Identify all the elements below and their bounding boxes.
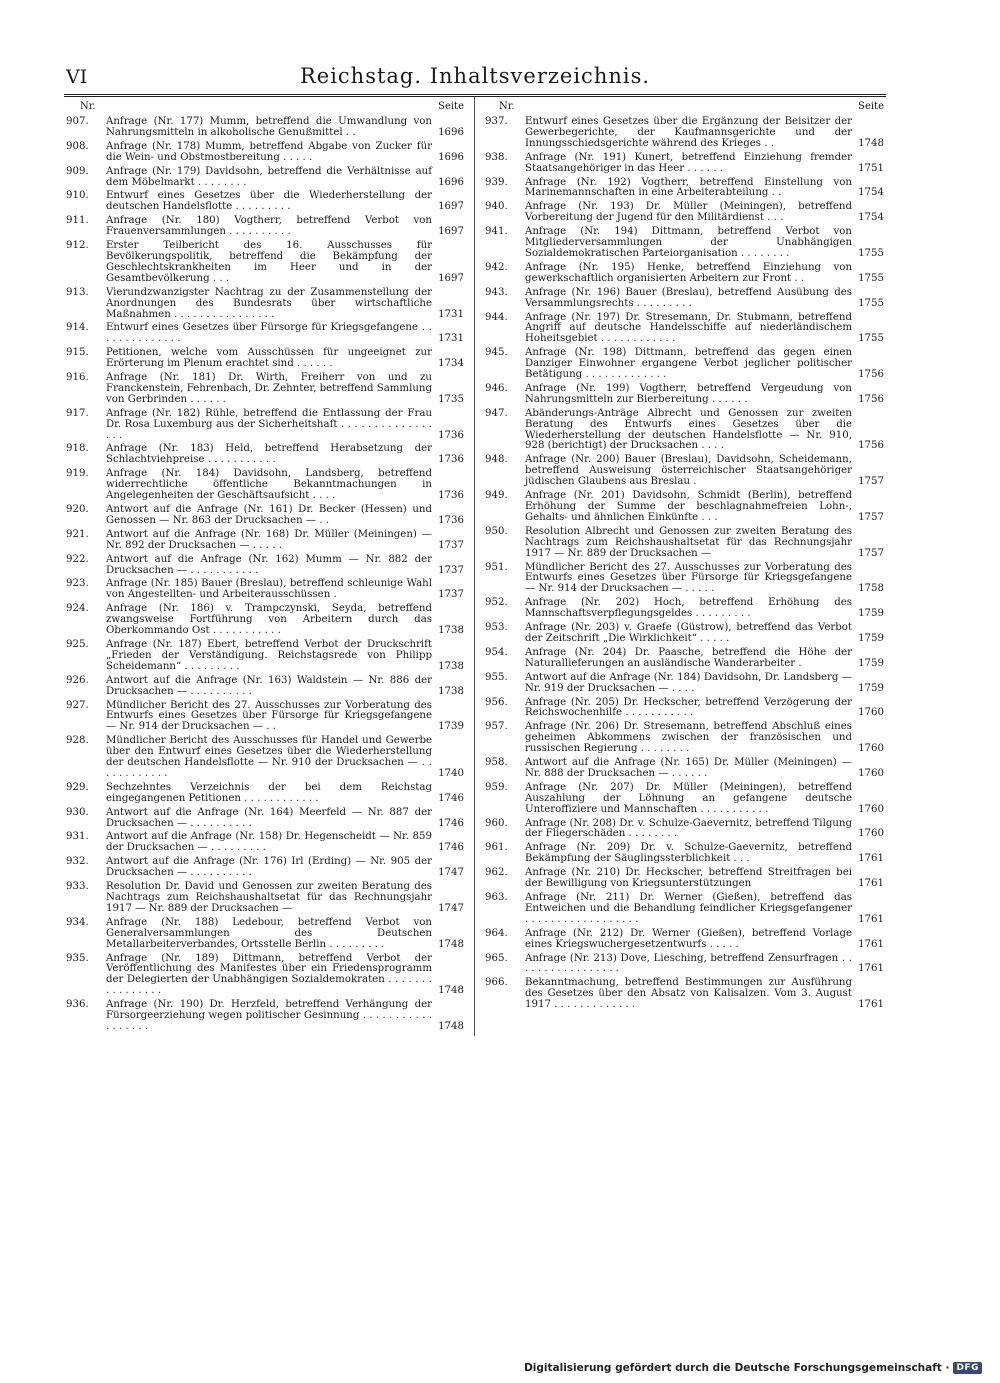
entry-page: 1738 [438, 660, 464, 672]
entry-text: Anfrage (Nr. 194) Dittmann, betreffend Verbot von Mitgliederversammlungen der Unabhängigen Sozialdemokratischen Parteiorganisation . . . . . . . . [525, 226, 852, 259]
entry-number: 929. [66, 781, 89, 793]
toc-entry [66, 832, 464, 857]
seite-label: Seite [858, 101, 884, 112]
entry-number: 965. [485, 952, 508, 964]
entry-text: Anfrage (Nr. 190) Dr. Herzfeld, betreffend Verhängung der Fürsorgeerziehung wegen politischer Gesinnung . . . . . . . . . . . . . . . . . . [106, 999, 432, 1032]
entry-number: 964. [485, 927, 508, 939]
entry-number: 923. [66, 578, 89, 590]
entry-text: Anfrage (Nr. 213) Dove, Liesching, betreffend Zensurfragen . . . . . . . . . . . . . . . . . [525, 952, 852, 975]
entry-page: 1761 [858, 938, 884, 950]
toc-entry [66, 555, 464, 580]
entry-number: 917. [66, 407, 89, 419]
toc-entry [66, 701, 464, 737]
entry-page: 1748 [438, 985, 464, 997]
entry-page: 1746 [438, 817, 464, 829]
page-number: VI [66, 66, 88, 88]
entry-page: 1759 [858, 682, 884, 694]
entry-page: 1755 [858, 247, 884, 259]
entry-page: 1696 [438, 151, 464, 163]
entry-number: 922. [66, 553, 89, 565]
entry-page: 1757 [858, 511, 884, 523]
toc-entry [485, 202, 884, 227]
entry-number: 958. [485, 757, 508, 769]
entry-number: 915. [66, 347, 89, 359]
toc-entry [66, 918, 464, 954]
entry-text: Anfrage (Nr. 187) Ebert, betreffend Verbot der Druckschrift „Frieden der Verständigung. Reichstagsrede von Philipp Scheidemann“ . . . . . . . . . [106, 638, 432, 672]
entry-text: Anfrage (Nr. 199) Vogtherr, betreffend Vergeudung von Nahrungsmitteln zur Bierbereitung . . . . . . [525, 382, 852, 405]
toc-entry [66, 579, 464, 604]
entry-number: 928. [66, 735, 89, 747]
entry-text: Anfrage (Nr. 193) Dr. Müller (Meiningen), betreffend Vorbereitung der Jugend für den Militärdienst . . . [525, 201, 852, 224]
entry-number: 966. [485, 977, 508, 989]
toc-entry [485, 153, 884, 178]
entry-number: 953. [485, 622, 508, 634]
entry-text: Anfrage (Nr. 196) Bauer (Breslau), betreffend Ausübung des Versammlungsrechts . . . . . . . . . [525, 286, 852, 309]
entry-number: 947. [485, 407, 508, 419]
entry-text: Mündlicher Bericht des Ausschusses für Handel und Gewerbe über den Entwurf eines Gesetzes über die Wiederherstellung der deutschen Handelsflotte — Nr. 910 der Drucksachen — . . . . . . . . . . . . [106, 735, 432, 779]
entry-page: 1755 [858, 333, 884, 345]
toc-columns [64, 97, 886, 1036]
entry-page: 1759 [858, 608, 884, 620]
toc-entry [66, 191, 464, 216]
entry-page: 1697 [438, 272, 464, 284]
entry-number: 943. [485, 286, 508, 298]
seite-label: Seite [438, 101, 464, 112]
entry-number: 950. [485, 525, 508, 537]
toc-entry [485, 648, 884, 673]
entry-number: 916. [66, 372, 89, 384]
entry-text: Anfrage (Nr. 189) Dittmann, betreffend Verbot der Veröffentlichung des Manifestes über ein Friedensprogramm der Delegierten der Unabhängigen Sozialdemokraten . . . . . . . . . . . . . . . . [106, 952, 432, 997]
page-header [64, 58, 886, 94]
entry-number: 919. [66, 468, 89, 480]
entry-number: 939. [485, 176, 508, 188]
toc-entry [485, 527, 884, 563]
entry-number: 913. [66, 286, 89, 298]
toc-entry [485, 263, 884, 288]
entry-page: 1760 [858, 767, 884, 779]
entry-page: 1757 [858, 476, 884, 488]
entry-page: 1736 [438, 429, 464, 441]
toc-entry [66, 167, 464, 192]
toc-entry [485, 563, 884, 599]
entry-page: 1747 [438, 867, 464, 879]
entry-page: 1751 [858, 162, 884, 174]
entry-number: 918. [66, 443, 89, 455]
entry-page: 1736 [438, 490, 464, 502]
toc-entry [66, 117, 464, 142]
entry-number: 911. [66, 215, 89, 227]
entry-page: 1756 [858, 369, 884, 381]
entry-text: Antwort auf die Anfrage (Nr. 163) Waldstein — Nr. 886 der Drucksachen — . . . . . . . . . . [106, 674, 432, 697]
entry-text: Antwort auf die Anfrage (Nr. 162) Mumm — Nr. 882 der Drucksachen — . . . . . . . . . . . [106, 553, 432, 576]
entry-page: 1748 [858, 137, 884, 149]
right-column-header [485, 101, 884, 115]
entry-text: Anfrage (Nr. 198) Dittmann, betreffend das gegen einen Danziger Einwohner ergangene Verbot jeglicher politischer Betätigung . . . . . . . . . . . . . [525, 347, 852, 381]
entry-text: Antwort auf die Anfrage (Nr. 161) Dr. Becker (Hessen) und Genossen — Nr. 863 der Drucksachen — . . [106, 504, 432, 526]
entry-number: 932. [66, 856, 89, 868]
entry-number: 946. [485, 382, 508, 394]
entry-text: Antwort auf die Anfrage (Nr. 184) Davidsohn, Dr. Landsberg — Nr. 919 der Drucksachen — . . . . [525, 671, 852, 694]
entry-number: 954. [485, 646, 508, 658]
entry-number: 952. [485, 597, 508, 609]
toc-entry [66, 783, 464, 808]
entry-number: 955. [485, 671, 508, 683]
entry-number: 924. [66, 603, 89, 615]
entry-text: Mündlicher Bericht des 27. Ausschusses zur Vorberatung des Entwurfs eines Gesetzes über Fürsorge für Kriegsgefangene — Nr. 914 der Drucksachen — . . . . . [525, 561, 852, 595]
entry-number: 920. [66, 504, 89, 515]
toc-entry [485, 893, 884, 929]
entry-text: Abänderungs-Anträge Albrecht und Genossen zur zweiten Beratung des Entwurfs eines Gesetzes über die Wiederherstellung der deutschen Handelsflotte — Nr. 910, 928 (berichtigt) der Drucksachen . . . . [525, 407, 852, 452]
entry-text: Anfrage (Nr. 203) v. Graefe (Güstrow), betreffend das Verbot der Zeitschrift „Die Wirklichkeit“ . . . . . [525, 622, 852, 644]
entry-text: Anfrage (Nr. 211) Dr. Werner (Gießen), betreffend das Entweichen und die Behandlung feindlicher Kriegsgefangener . . . . . . . . . . . . . . . . . . [525, 892, 852, 925]
entry-text: Bekanntmachung, betreffend Bestimmungen zur Ausführung des Gesetzes über den Absatz von Kalisalzen. Vom 3. August 1917 . . . . . . . . . . . . . [525, 977, 852, 1011]
entry-page: 1759 [858, 657, 884, 669]
entry-number: 914. [66, 322, 89, 334]
entry-text: Anfrage (Nr. 182) Rühle, betreffend die Entlassung der Frau Dr. Rosa Luxemburg aus der Sicherheitshaft . . . . . . . . . . . . . . . . . [106, 407, 432, 441]
entry-page: 1758 [858, 583, 884, 595]
entry-text: Anfrage (Nr. 200) Bauer (Breslau), Davidsohn, Scheidemann, betreffend Ausweisung österreichischer Staatsangehöriger jüdischen Glaubens aus Breslau . [525, 454, 852, 488]
entry-number: 931. [66, 831, 89, 843]
toc-entry [66, 530, 464, 555]
entry-number: 935. [66, 952, 89, 964]
entry-number: 948. [485, 454, 508, 466]
entry-page: 1747 [438, 902, 464, 914]
entry-text: Mündlicher Bericht des 27. Ausschusses zur Vorberatung des Entwurfs eines Gesetzes über Fürsorge für Kriegsgefangene — Nr. 914 der Drucksachen — . . [106, 699, 432, 733]
toc-entry [485, 673, 884, 698]
entry-number: 912. [66, 240, 89, 252]
toc-entry [66, 505, 464, 530]
entry-number: 921. [66, 528, 89, 540]
entry-text: Anfrage (Nr. 180) Vogtherr, betreffend Verbot von Frauenversammlungen . . . . . . . . . . [106, 215, 432, 238]
entry-text: Anfrage (Nr. 205) Dr. Heckscher, betreffend Verzögerung der Reichswochenhilfe . . . . . . . . . . . [525, 696, 852, 719]
toc-entry [485, 313, 884, 349]
entry-text: Antwort auf die Anfrage (Nr. 168) Dr. Müller (Meiningen) — Nr. 892 der Drucksachen — . . . . . [106, 528, 432, 551]
entry-text: Anfrage (Nr. 178) Mumm, betreffend Abgabe von Zucker für die Wein- und Obstmostbereitung . . . . . [106, 140, 432, 163]
entry-number: 956. [485, 696, 508, 708]
entry-text: Entwurf eines Gesetzes über die Wiederherstellung der deutschen Handelsflotte . . . . . . . . . [106, 190, 432, 213]
entry-page: 1757 [858, 547, 884, 559]
toc-entry [485, 758, 884, 783]
entry-page: 1736 [438, 454, 464, 466]
entry-number: 960. [485, 817, 508, 829]
entry-number: 945. [485, 347, 508, 359]
toc-entry [485, 491, 884, 527]
entry-text: Antwort auf die Anfrage (Nr. 176) Irl (Erding) — Nr. 905 der Drucksachen — . . . . . . . . . . [106, 856, 432, 879]
entry-text: Entwurf eines Gesetzes über Fürsorge für Kriegsgefangene . . . . . . . . . . . . . . [106, 322, 432, 345]
entry-text: Anfrage (Nr. 206) Dr. Stresemann, betreffend Abschluß eines geheimen Abkommens zwischen der französischen und russischen Regierung . . . . . . . . [525, 721, 852, 755]
toc-entry [485, 978, 884, 1014]
entry-number: 930. [66, 806, 89, 818]
entry-page: 1761 [858, 963, 884, 975]
toc-entry [485, 455, 884, 491]
toc-entry [66, 373, 464, 409]
entry-page: 1754 [858, 212, 884, 224]
entry-number: 909. [66, 165, 89, 177]
entry-text: Antwort auf die Anfrage (Nr. 158) Dr. Hegenscheidt — Nr. 859 der Drucksachen — . . . . . . . . . [106, 831, 432, 854]
toc-entry [485, 598, 884, 623]
entry-page: 1746 [438, 792, 464, 804]
toc-entry [66, 857, 464, 882]
footer [524, 1362, 982, 1374]
entry-number: 944. [485, 311, 508, 323]
entry-page: 1756 [858, 440, 884, 452]
entry-text: Anfrage (Nr. 209) Dr. v. Schulze-Gaevernitz, betreffend Bekämpfung der Säuglingssterblichkeit . . . [525, 842, 852, 865]
toc-entry [66, 882, 464, 918]
entry-text: Anfrage (Nr. 202) Hoch, betreffend Erhöhung des Mannschaftsverpflegungsgeldes . . . . . . . . . [525, 597, 852, 620]
entry-page: 1696 [438, 126, 464, 138]
nr-label: Nr. [499, 101, 515, 112]
entry-text: Entwurf eines Gesetzes über die Ergänzung der Beisitzer der Gewerbegerichte, der Kaufmannsgerichte und der Innungsschiedsgerichte während des Krieges . . [525, 116, 852, 149]
entry-page: 1736 [438, 514, 464, 526]
entry-page: 1738 [438, 625, 464, 637]
entry-page: 1760 [858, 828, 884, 840]
toc-entry [66, 469, 464, 505]
right-entries [485, 117, 884, 1014]
toc-entry [485, 722, 884, 758]
toc-entry [66, 444, 464, 469]
toc-entry [485, 929, 884, 954]
entry-number: 934. [66, 916, 89, 928]
entry-page: 1761 [858, 878, 884, 890]
entry-page: 1756 [858, 393, 884, 405]
entry-text: Sechzehntes Verzeichnis der bei dem Reichstag eingegangenen Petitionen . . . . . . . . . . . . [106, 781, 432, 804]
entry-text: Anfrage (Nr. 212) Dr. Werner (Gießen), betreffend Vorlage eines Kriegswuchergesetzentwurfs . . . . . [525, 927, 852, 950]
left-entries [66, 117, 464, 1036]
entry-number: 957. [485, 721, 508, 733]
entry-text: Anfrage (Nr. 210) Dr. Heckscher, betreffend Streitfragen bei der Bewilligung von Kriegsunterstützungen [525, 867, 852, 890]
toc-entry [66, 640, 464, 676]
left-column-header [66, 101, 464, 115]
entry-page: 1697 [438, 226, 464, 238]
toc-entry [485, 384, 884, 409]
entry-page: 1731 [438, 308, 464, 320]
entry-page: 1737 [438, 564, 464, 576]
toc-entry [485, 288, 884, 313]
entry-number: 926. [66, 674, 89, 686]
entry-number: 908. [66, 140, 89, 152]
entry-page: 1697 [438, 201, 464, 213]
nr-label: Nr. [80, 101, 96, 112]
entry-number: 963. [485, 892, 508, 903]
toc-entry [66, 736, 464, 783]
entry-number: 933. [66, 881, 89, 893]
entry-text: Resolution Dr. David und Genossen zur zweiten Beratung des Nachtrags zum Reichshaushaltsetat für das Rechnungsjahr 1917 — Nr. 889 der Drucksachen — [106, 881, 432, 914]
left-column [64, 97, 475, 1036]
entry-text: Anfrage (Nr. 186) v. Trampczynski, Seyda, betreffend zwangsweise Fortführung von Arbeitern durch das Oberkommando Ost . . . . . . . . . . . [106, 603, 432, 637]
entry-page: 1739 [438, 721, 464, 733]
entry-text: Anfrage (Nr. 197) Dr. Stresemann, Dr. Stubmann, betreffend Angriff auf deutsche Handelsschiffe auf niederländischem Hoheitsgebiet . . . . . . . . . . . . [525, 311, 852, 345]
toc-entry [485, 843, 884, 868]
entry-text: Anfrage (Nr. 191) Kunert, betreffend Einziehung fremder Staatsangehöriger in das Heer . . . . . . [525, 151, 852, 174]
entry-number: 940. [485, 201, 508, 213]
toc-entry [485, 117, 884, 153]
entry-page: 1748 [438, 1020, 464, 1032]
toc-entry [485, 227, 884, 263]
right-column [475, 97, 886, 1036]
entry-text: Anfrage (Nr. 204) Dr. Paasche, betreffend die Höhe der Naturallieferungen an ausländische Wanderarbeiter . [525, 646, 852, 669]
entry-text: Anfrage (Nr. 185) Bauer (Breslau), betreffend schleunige Wahl von Angestellten- und Arbeiterausschüssen . [106, 578, 432, 601]
entry-text: Anfrage (Nr. 179) Davidsohn, betreffend die Verhältnisse auf dem Möbelmarkt . . . . . . . . [106, 165, 432, 188]
entry-number: 937. [485, 116, 508, 127]
entry-number: 936. [66, 999, 89, 1011]
entry-page: 1760 [858, 707, 884, 719]
entry-page: 1755 [858, 297, 884, 309]
toc-entry [66, 676, 464, 701]
entry-text: Anfrage (Nr. 184) Davidsohn, Landsberg, betreffend widerrechtliche öffentliche Bekanntmachungen in Angelegenheiten der Geschäftsaufsicht . . . . [106, 468, 432, 502]
entry-text: Anfrage (Nr. 201) Davidsohn, Schmidt (Berlin), betreffend Erhöhung der Summe der beschlagnahmefreien Lohn-, Gehalts- und ähnlichen Einkünfte . . . [525, 490, 852, 523]
entry-text: Anfrage (Nr. 192) Vogtherr, betreffend Einstellung von Marinemannschaften in eine Arbeiterabteilung . . [525, 176, 852, 199]
entry-text: Anfrage (Nr. 177) Mumm, betreffend die Umwandlung von Nahrungsmitteln in alkoholische Genußmittel . . [106, 116, 432, 138]
entry-page: 1696 [438, 176, 464, 188]
entry-number: 949. [485, 490, 508, 502]
entry-text: Vierundzwanzigster Nachtrag zu der Zusammenstellung der Anordnungen des Bundesrats über wirtschaftliche Maßnahmen . . . . . . . . . . . . . . . . [106, 286, 432, 320]
entry-page: 1761 [858, 853, 884, 865]
entry-text: Anfrage (Nr. 181) Dr. Wirth, Freiherr von und zu Franckenstein, Fehrenbach, Dr. Zehnter, betreffend Sammlung von Gerbrinden . . . . . . [106, 372, 432, 405]
entry-number: 925. [66, 638, 89, 650]
toc-entry [66, 954, 464, 1001]
entry-text: Petitionen, welche vom Ausschüssen für ungeeignet zur Erörterung im Plenum erachtet sind . . . . . . [106, 347, 432, 370]
toc-entry [485, 783, 884, 819]
toc-entry [485, 868, 884, 893]
entry-page: 1735 [438, 393, 464, 405]
toc-entry [66, 142, 464, 167]
entry-page: 1760 [858, 743, 884, 755]
entry-page: 1759 [858, 632, 884, 644]
toc-entry [485, 348, 884, 384]
entry-number: 927. [66, 699, 89, 711]
entry-page: 1760 [858, 803, 884, 815]
toc-entry [485, 409, 884, 456]
entry-page: 1754 [858, 187, 884, 199]
entry-number: 962. [485, 867, 508, 879]
entry-page: 1731 [438, 333, 464, 345]
entry-page: 1740 [438, 767, 464, 779]
entry-number: 907. [66, 116, 89, 127]
toc-entry [485, 623, 884, 648]
toc-entry [485, 954, 884, 979]
toc-entry [66, 241, 464, 288]
toc-entry [485, 819, 884, 844]
entry-number: 959. [485, 781, 508, 793]
entry-number: 961. [485, 842, 508, 854]
toc-entry [485, 698, 884, 723]
page [64, 58, 886, 1036]
entry-text: Anfrage (Nr. 188) Ledebour, betreffend Verbot von Generalversammlungen des Deutschen Metallarbeiterverbandes, Ortsstelle Berlin . . . . . . . . . [106, 916, 432, 950]
entry-page: 1761 [858, 999, 884, 1011]
entry-page: 1755 [858, 272, 884, 284]
entry-page: 1746 [438, 842, 464, 854]
entry-number: 951. [485, 561, 508, 573]
entry-text: Antwort auf die Anfrage (Nr. 165) Dr. Müller (Meiningen) — Nr. 888 der Drucksachen — . . . . . . [525, 757, 852, 779]
toc-entry [66, 409, 464, 445]
toc-entry [66, 808, 464, 833]
toc-entry [66, 216, 464, 241]
entry-number: 941. [485, 226, 508, 238]
footer-text: Digitalisierung gefördert durch die Deutsche Forschungsgemeinschaft · [524, 1362, 950, 1374]
entry-page: 1737 [438, 539, 464, 551]
entry-number: 942. [485, 261, 508, 273]
entry-text: Resolution Albrecht und Genossen zur zweiten Beratung des Nachtrags zum Reichshaushaltsetat für das Rechnungsjahr 1917 — Nr. 889 der Drucksachen — [525, 525, 852, 559]
entry-text: Anfrage (Nr. 208) Dr. v. Schulze-Gaevernitz, betreffend Tilgung der Fliegerschäden . . . . . . . . [525, 817, 852, 840]
entry-text: Anfrage (Nr. 207) Dr. Müller (Meiningen), betreffend Auszahlung der Löhnung an gefangene deutsche Unteroffiziere und Mannschaften . . . . . . . . . . . [525, 781, 852, 815]
entry-page: 1737 [438, 589, 464, 601]
toc-entry [485, 178, 884, 203]
toc-entry [66, 1000, 464, 1036]
entry-number: 938. [485, 151, 508, 163]
entry-page: 1734 [438, 358, 464, 370]
dfg-logo: DFG [953, 1362, 982, 1374]
entry-page: 1761 [858, 913, 884, 925]
entry-text: Antwort auf die Anfrage (Nr. 164) Meerfeld — Nr. 887 der Drucksachen — . . . . . . . . . . [106, 806, 432, 829]
entry-number: 910. [66, 190, 89, 202]
toc-entry [66, 323, 464, 348]
entry-text: Anfrage (Nr. 183) Held, betreffend Herabsetzung der Schlachtviehpreise . . . . . . . . . . . [106, 443, 432, 466]
entry-page: 1748 [438, 938, 464, 950]
entry-page: 1738 [438, 685, 464, 697]
entry-text: Anfrage (Nr. 195) Henke, betreffend Einziehung von gewerkschaftlich organisierten Arbeitern zur Front . . [525, 261, 852, 284]
toc-entry [66, 288, 464, 324]
page-title: Reichstag. Inhaltsverzeichnis. [299, 64, 651, 88]
entry-text: Erster Teilbericht des 16. Ausschusses für Bevölkerungspolitik, betreffend die Bekämpfung der Geschlechtskrankheiten im Heer und in der Gesamtbevölkerung . . . [106, 240, 432, 284]
toc-entry [66, 604, 464, 640]
toc-entry [66, 348, 464, 373]
